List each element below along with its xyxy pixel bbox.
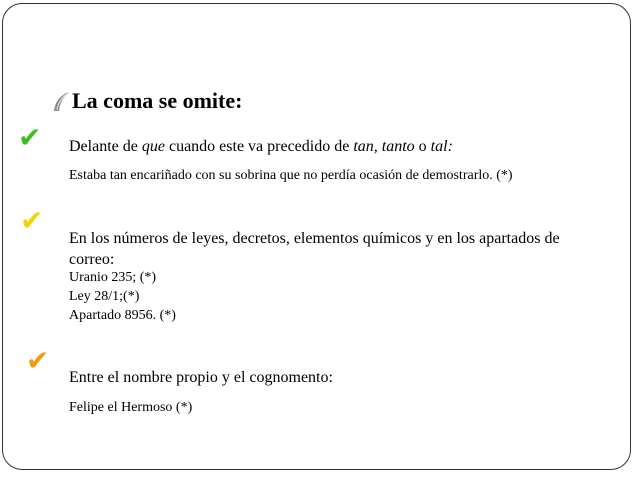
rule-2-examples	[69, 268, 625, 325]
example-line: Apartado 8956. (*)	[69, 308, 176, 323]
rule-3-examples	[69, 398, 625, 417]
check-mark-icon: ✔	[20, 204, 44, 237]
rule-3-text: Entre el nombre propio y el cognomento:	[69, 369, 333, 386]
example-line: Felipe el Hermoso (*)	[69, 400, 193, 415]
example-line: Estaba tan encariñado con su sobrina que no perdía ocasión de demostrarlo. (*)	[69, 168, 513, 183]
check-mark-icon: ✔	[26, 344, 50, 377]
example-line: Uranio 235; (*)	[69, 270, 157, 285]
rule-2-text: En los números de leyes, decretos, elementos químicos y en los apartados de correo:	[69, 230, 560, 268]
rule-1-text: Delante de que cuando este va precedido de tan, tanto o tal:	[69, 138, 453, 155]
rule-1-examples	[69, 166, 625, 185]
title-row	[52, 86, 242, 116]
example-line: Ley 28/1;(*)	[69, 289, 140, 304]
curved-swoosh-bullet-icon	[52, 90, 70, 112]
page-title: La coma se omite:	[72, 88, 243, 113]
check-mark-icon: ✔	[18, 121, 42, 154]
